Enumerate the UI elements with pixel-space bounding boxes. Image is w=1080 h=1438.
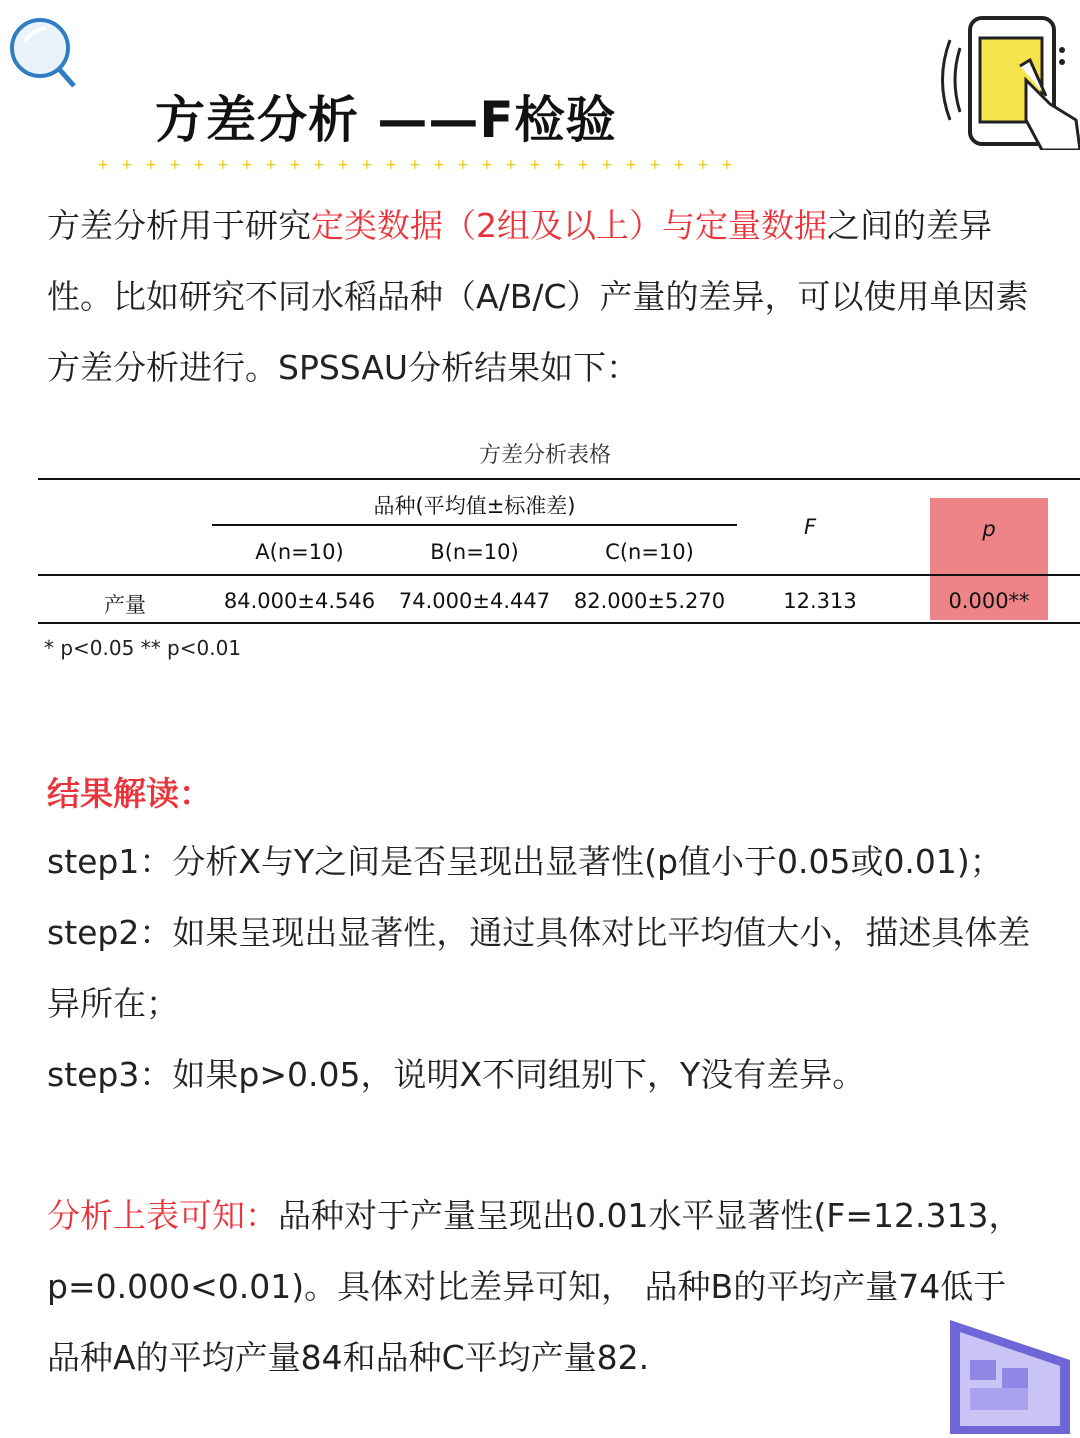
conclusion-text: 品种对于产量呈现出0.01水平显著性(F=12.313，p=0.000<0.01)。具体对比差异可知， 品种B的平均产量74低于品种A的平均产量84和品种C平均产量82. <box>47 1196 1022 1377</box>
table-title: 方差分析表格 <box>478 443 611 468</box>
divider-dot: + <box>409 157 421 171</box>
table-note: * p<0.05 ** p<0.01 <box>44 636 242 660</box>
divider-dot: + <box>337 157 349 171</box>
table-bottom-rule <box>38 622 1080 624</box>
cell-c: 82.000±5.270 <box>573 589 726 613</box>
step2-text: step2：如果呈现出显著性，通过具体对比平均值大小，描述具体差异所在； <box>47 913 1031 1023</box>
row-label: 产量 <box>104 593 146 617</box>
divider-dot: + <box>385 157 397 171</box>
page-title: 方差分析 ——F检验 <box>155 91 617 149</box>
divider-dot: + <box>433 157 445 171</box>
col-header-f: F <box>803 515 817 539</box>
divider-dot: + <box>601 157 613 171</box>
divider-dot: + <box>145 157 157 171</box>
divider-dot: + <box>649 157 661 171</box>
step3-text: step3：如果p>0.05，说明X不同组别下，Y没有差异。 <box>47 1055 866 1094</box>
divider-dot: + <box>121 157 133 171</box>
col-header-c: C(n=10) <box>605 540 694 564</box>
col-header-p: p <box>982 517 996 541</box>
cell-p: 0.000** <box>948 589 1030 613</box>
divider-dot: + <box>289 157 301 171</box>
laptop-icon <box>930 1300 1080 1434</box>
divider-dot: + <box>481 157 493 171</box>
divider-dot: + <box>577 157 589 171</box>
divider-dot: + <box>265 157 277 171</box>
col-header-b: B(n=10) <box>430 540 519 564</box>
cell-b: 74.000±4.447 <box>398 589 551 613</box>
cell-a: 84.000±4.546 <box>223 589 376 613</box>
tablet-tap-icon <box>930 10 1080 150</box>
col-header-a: A(n=10) <box>255 540 344 564</box>
table-top-rule <box>38 478 1080 480</box>
cell-f: 12.313 <box>783 589 857 613</box>
divider-dot: + <box>169 157 181 171</box>
group-rule <box>212 524 737 526</box>
divider-dot: + <box>721 157 733 171</box>
divider-dot: + <box>625 157 637 171</box>
step1-text: step1：分析X与Y之间是否呈现出显著性(p值小于0.05或0.01)； <box>47 842 1003 881</box>
conclusion-label: 分析上表可知： <box>47 1196 278 1235</box>
magnifier-icon <box>4 12 84 92</box>
intro-paragraph <box>47 190 1037 403</box>
table-mid-rule <box>38 574 1080 576</box>
dotted-divider <box>95 156 735 170</box>
divider-dot: + <box>505 157 517 171</box>
conclusion-paragraph <box>47 1180 1037 1393</box>
interpretation-heading: 结果解读： <box>47 774 212 813</box>
divider-dot: + <box>241 157 253 171</box>
divider-dot: + <box>553 157 565 171</box>
divider-dot: + <box>697 157 709 171</box>
divider-dot: + <box>313 157 325 171</box>
intro-text-2: 之间的差异性。比如研究不同水稻品种（A/B/C）产量的差异，可以使用单因素方差分析进行。SPSSAU分析结果如下： <box>47 206 1029 387</box>
divider-dot: + <box>529 157 541 171</box>
divider-dot: + <box>97 157 109 171</box>
divider-dot: + <box>361 157 373 171</box>
divider-dot: + <box>193 157 205 171</box>
intro-text-1: 方差分析用于研究 <box>47 206 311 245</box>
divider-dot: + <box>457 157 469 171</box>
intro-highlight: 定类数据（2组及以上）与定量数据 <box>311 206 827 245</box>
divider-dot: + <box>673 157 685 171</box>
divider-dot: + <box>217 157 229 171</box>
group-header: 品种(平均值±标准差) <box>373 494 576 518</box>
